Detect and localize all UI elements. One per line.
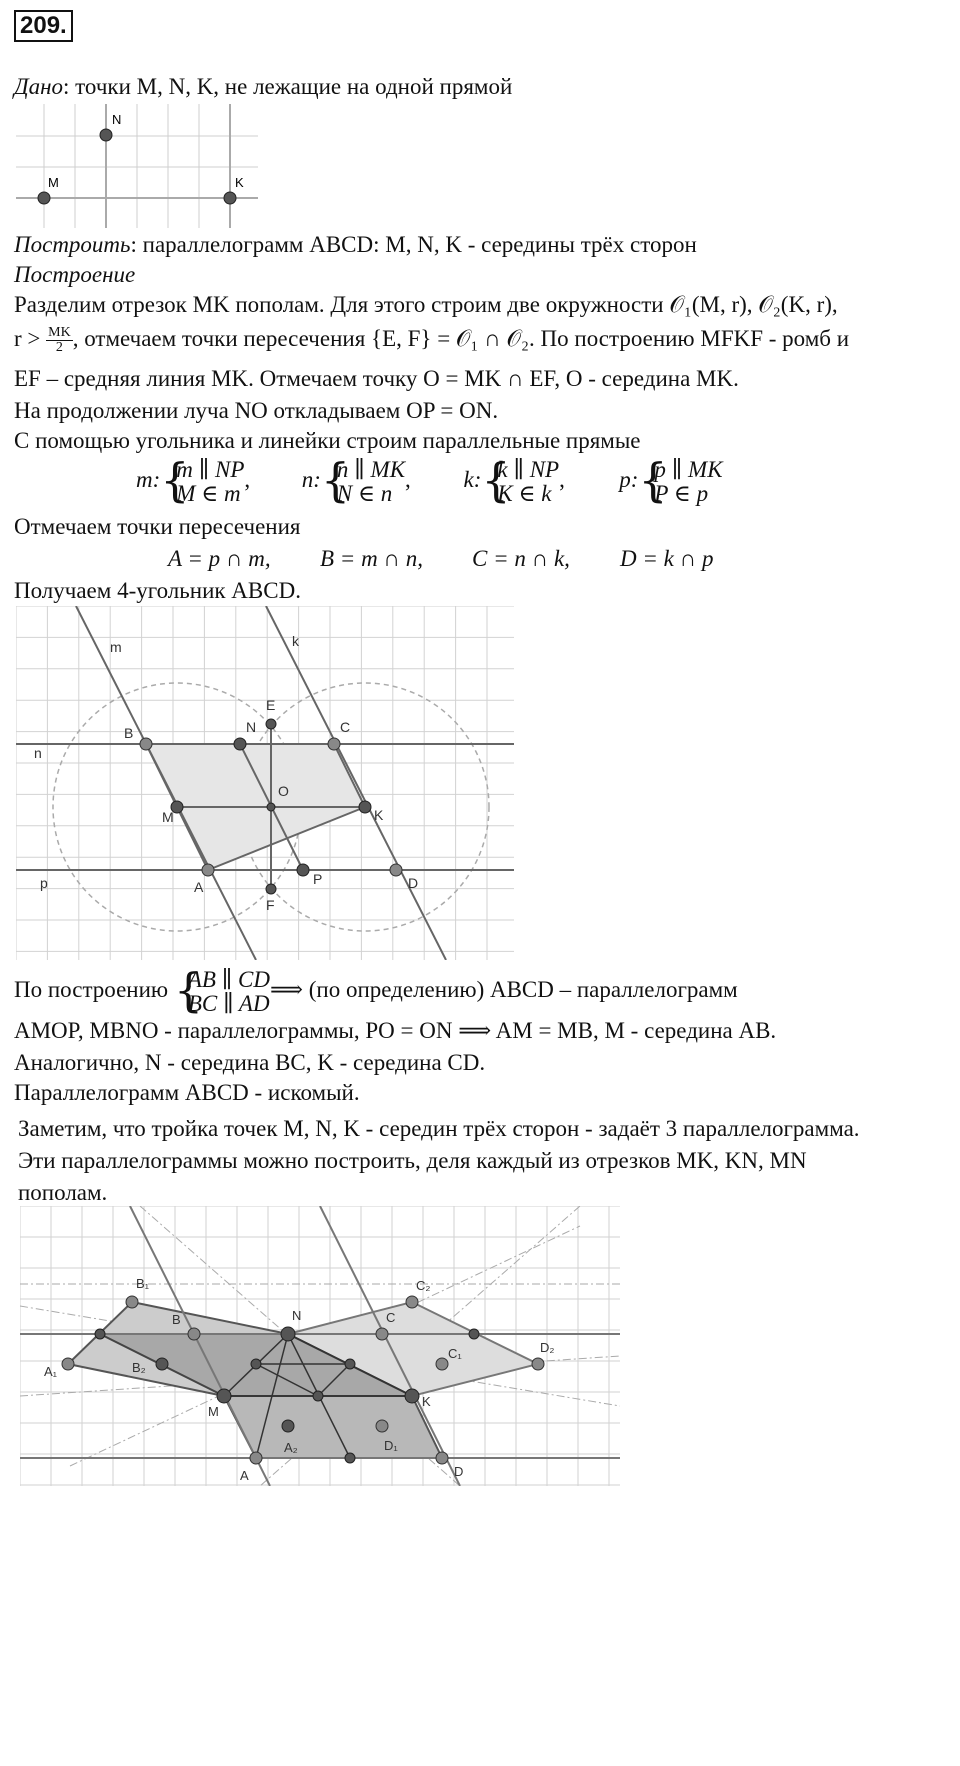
- label-b: B: [172, 1312, 181, 1327]
- label-o: O: [278, 783, 289, 799]
- intersections-row: A = p ∩ m, B = m ∩ n, C = n ∩ k, D = k ∩ p: [168, 546, 714, 571]
- text-line-7: Получаем 4-угольник ABCD.: [14, 578, 301, 603]
- system-k: k: { k ∥ NP K ∈ k,: [463, 452, 565, 507]
- point-k: [224, 192, 236, 204]
- label-d1: D₁: [384, 1438, 398, 1453]
- construct-line: [14, 232, 697, 258]
- label-k: K: [422, 1394, 431, 1409]
- fraction: [46, 326, 73, 355]
- note-line-1: Заметим, что тройка точек M, N, K - середин трёх сторон - задаёт 3 параллелограмма.: [18, 1116, 860, 1141]
- label-a: A: [194, 879, 204, 895]
- label-a2: A₂: [284, 1440, 298, 1455]
- label-n: N: [112, 112, 122, 127]
- text-line-2: [14, 326, 849, 355]
- label-n: N: [246, 719, 257, 735]
- label-m: M: [48, 175, 59, 190]
- systems-row: [136, 452, 749, 507]
- figure-construction: [16, 606, 514, 960]
- label-m: M: [162, 809, 174, 825]
- label-c2: C₂: [416, 1278, 431, 1293]
- label-d: D: [408, 875, 419, 891]
- proof-b: ⟹ (по определению) ABCD – параллелограмм: [270, 977, 738, 1002]
- given-label: Дано: [14, 74, 64, 99]
- label-d2: D₂: [540, 1340, 555, 1355]
- system-p: p: { p ∥ MK P ∈ p: [619, 452, 723, 507]
- system-m: m: { m ∥ NP M ∈ m,: [136, 452, 251, 507]
- note-line-3: пополам.: [18, 1180, 108, 1205]
- label-c1: C₁: [448, 1346, 462, 1361]
- label-e: E: [266, 697, 276, 713]
- figure-given-points: [16, 104, 258, 228]
- text-line-2a: r >: [14, 326, 41, 351]
- text-line-6: Отмечаем точки пересечения: [14, 514, 301, 539]
- text-line-9: Аналогично, N - середина BC, K - середина CD.: [14, 1050, 486, 1075]
- problem-number: 209.: [14, 10, 73, 42]
- label-k-line: k: [292, 633, 299, 649]
- given-line: [14, 74, 512, 100]
- label-n: N: [292, 1308, 302, 1323]
- label-m-line: m: [110, 639, 122, 655]
- label-p: P: [313, 871, 323, 887]
- label-a1: A₁: [44, 1364, 58, 1379]
- text-line-2b: , отмечаем точки пересечения {E, F} = 𝒪₁ ∩ 𝒪₂. По построению MFKF - ромб и: [72, 326, 850, 351]
- text-line-10: Параллелограмм ABCD - искомый.: [14, 1080, 360, 1105]
- fraction-top: MK: [48, 325, 71, 341]
- label-k: K: [374, 807, 384, 823]
- text-line-4: На продолжении луча NO откладываем OP = ON.: [14, 398, 499, 423]
- proof-line: [14, 962, 738, 1017]
- text-line-8: AMOP, MBNO - параллелограммы, PO = ON ⟹ AM = MB, M - середина AB.: [14, 1018, 777, 1043]
- label-c: C: [340, 719, 351, 735]
- text-line-3: EF – средняя линия MK. Отмечаем точку O = MK ∩ EF, O - середина MK.: [14, 366, 739, 391]
- note-line-2: Эти параллелограммы можно построить, деля каждый из отрезков MK, KN, MN: [18, 1148, 807, 1173]
- label-b1: B₁: [136, 1276, 150, 1291]
- fraction-bottom: 2: [55, 340, 63, 356]
- label-b2: B₂: [132, 1360, 146, 1375]
- label-c: C: [386, 1310, 396, 1325]
- figure-three-parallelograms: [20, 1206, 620, 1486]
- label-a: A: [240, 1468, 249, 1483]
- construction-label: Построение: [14, 262, 136, 287]
- text-line-1: Разделим отрезок MK пополам. Для этого строим две окружности 𝒪₁(M, r), 𝒪₂(K, r),: [14, 292, 838, 317]
- label-b: B: [124, 725, 134, 741]
- label-f: F: [266, 897, 275, 913]
- label-m: M: [208, 1404, 219, 1419]
- text-line-5: С помощью угольника и линейки строим параллельные прямые: [14, 428, 641, 453]
- construct-label: Построить: [14, 232, 131, 257]
- proof-a: По построению: [14, 977, 169, 1002]
- given-text: : точки M, N, K, не лежащие на одной прямой: [63, 74, 513, 99]
- point-m: [38, 192, 50, 204]
- construct-text: : параллелограмм ABCD: M, N, K - середины трёх сторон: [130, 232, 697, 257]
- label-n-line: n: [34, 745, 42, 761]
- system-n: n: { n ∥ MK N ∈ n,: [301, 452, 411, 507]
- point-n: [100, 129, 112, 141]
- proof-system: { AB ∥ CD BC ∥ AD: [173, 962, 271, 1017]
- label-k: K: [235, 175, 244, 190]
- label-p-line: p: [40, 875, 48, 891]
- label-d: D: [454, 1464, 464, 1479]
